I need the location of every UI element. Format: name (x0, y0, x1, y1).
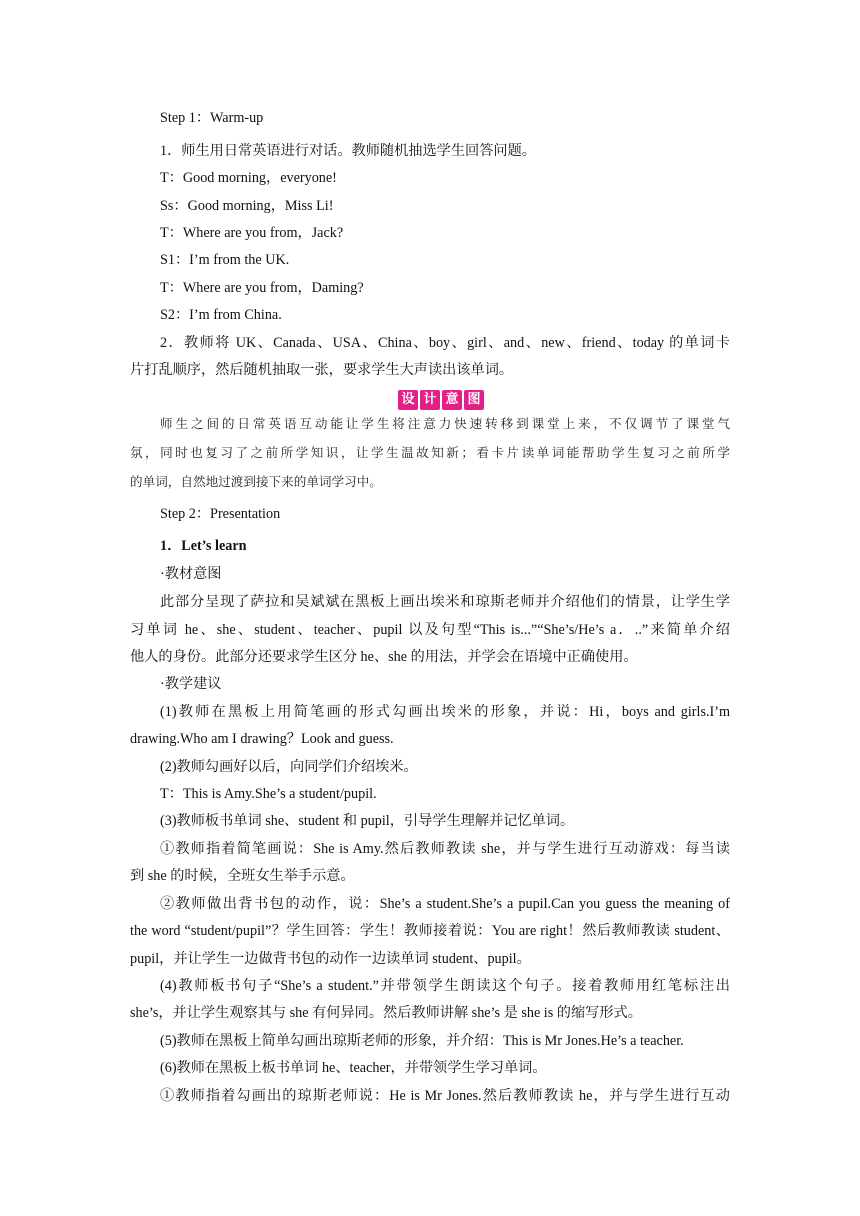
design-intent-line: 的单词，自然地过渡到接下来的单词学习中。 (130, 474, 382, 489)
design-intent-banner (398, 390, 484, 410)
material-line: 此部分呈现了萨拉和吴斌斌在黑板上画出埃米和琼斯老师并介绍他们的情景，让学生学 (160, 594, 730, 610)
suggest-line: (4)教师板书句子“She’s a student.”并带领学生朗读这个句子。接着教师用红笔标注出 (160, 978, 730, 994)
dialog-line: T：Where are you from，Daming? (160, 280, 364, 296)
step1-item2-line2: 片打乱顺序，然后随机抽取一张，要求学生大声读出该单词。 (130, 362, 514, 378)
suggest-line: the word “student/pupil”？学生回答：学生！教师接着说：You are right！然后教师教读 student、 (130, 923, 730, 939)
design-intent-line: 氛，同时也复习了之前所学知识，让学生温故知新；看卡片读单词能帮助学生复习之前所学 (130, 445, 730, 460)
suggest-line: pupil，并让学生一边做背书包的动作一边读单词 student、pupil。 (130, 951, 531, 967)
suggest-line: (6)教师在黑板上板书单词 he、teacher，并带领学生学习单词。 (160, 1060, 547, 1076)
suggest-line: T：This is Amy.She’s a student/pupil. (160, 786, 377, 802)
suggest-line: (1)教师在黑板上用简笔画的形式勾画出埃米的形象，并说：Hi，boys and girls.I’m (160, 704, 730, 720)
design-intent-line: 师生之间的日常英语互动能让学生将注意力快速转移到课堂上来，不仅调节了课堂气 (160, 416, 730, 431)
dialog-line: T：Good morning，everyone! (160, 170, 337, 186)
step1-heading: Step 1：Warm-up (160, 110, 264, 126)
dialog-line: S1：I’m from the UK. (160, 252, 290, 268)
banner-char: 计 (420, 390, 440, 410)
material-line: 他人的身份。此部分还要求学生区分 he、she 的用法，并学会在语境中正确使用。 (130, 649, 638, 665)
suggest-line: she’s，并让学生观察其与 she 有何异同。然后教师讲解 she’s 是 she is 的缩写形式。 (130, 1005, 642, 1021)
dialog-line: Ss：Good morning，Miss Li! (160, 198, 334, 214)
step1-item1: 1．师生用日常英语进行对话。教师随机抽选学生回答问题。 (160, 143, 536, 159)
suggest-label: ·教学建议 (160, 676, 222, 692)
suggest-line: ①教师指着简笔画说：She is Amy.然后教师教读 she，并与学生进行互动游戏：每当读 (160, 841, 730, 857)
suggest-line: ①教师指着勾画出的琼斯老师说：He is Mr Jones.然后教师教读 he，并与学生进行互动 (160, 1088, 730, 1104)
banner-char: 图 (464, 390, 484, 410)
banner-char: 意 (442, 390, 462, 410)
suggest-line: drawing.Who am I drawing？Look and guess. (130, 731, 394, 747)
material-line: 习单词 he、she、student、teacher、pupil 以及句型“This is...”“She’s/He’s a．..”来简单介绍 (130, 622, 730, 638)
step2-subheading: 1．Let’s learn (160, 538, 247, 554)
suggest-line: (3)教师板书单词 she、student 和 pupil，引导学生理解并记忆单词。 (160, 813, 575, 829)
suggest-line: (5)教师在黑板上简单勾画出琼斯老师的形象，并介绍：This is Mr Jones.He’s a teacher. (160, 1033, 684, 1049)
suggest-line: ②教师做出背书包的动作，说：She’s a student.She’s a pupil.Can you guess the meaning of (160, 896, 730, 912)
dialog-line: S2：I’m from China. (160, 307, 282, 323)
step1-item2-line1: 2．教师将 UK、Canada、USA、China、boy、girl、and、new、friend、today 的单词卡 (160, 335, 730, 351)
dialog-line: T：Where are you from，Jack? (160, 225, 344, 241)
step2-heading: Step 2：Presentation (160, 506, 281, 522)
banner-char: 设 (398, 390, 418, 410)
material-label: ·教材意图 (160, 566, 222, 582)
suggest-line: 到 she 的时候，全班女生举手示意。 (130, 868, 355, 884)
suggest-line: (2)教师勾画好以后，向同学们介绍埃米。 (160, 759, 418, 775)
